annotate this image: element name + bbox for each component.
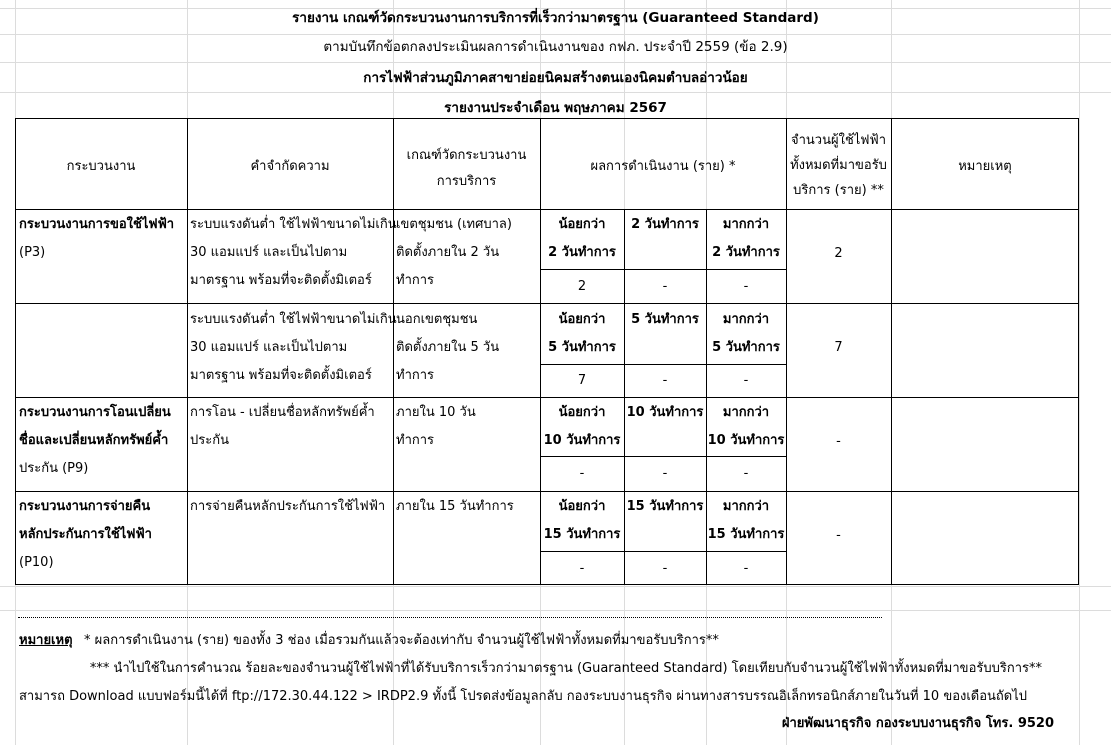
more-than-days: 15 วันทำการ [707, 527, 785, 542]
definition-text: มาตรฐาน พร้อมที่จะติดตั้งมิเตอร์ [190, 273, 372, 288]
report-subtitle: ตามบันทึกข้อตกลงประเมินผลการดำเนินงานของ กฟภ. ประจำปี 2559 (ข้อ 2.9) [323, 39, 788, 55]
criteria-text: ติดตั้งภายใน 5 วัน [396, 340, 500, 355]
more-than-days: 2 วันทำการ [712, 245, 780, 260]
report-title: รายงาน เกณฑ์วัดกระบวนงานการบริการที่เร็วกว่ามาตรฐาน (Guaranteed Standard) [292, 10, 819, 26]
equal-days-label: 10 วันทำการ [626, 405, 704, 420]
less-than-days: 10 วันทำการ [543, 433, 621, 448]
criteria-text: ติดตั้งภายใน 2 วัน [396, 245, 500, 260]
more-than-count: - [743, 466, 749, 481]
less-than-days: 15 วันทำการ [543, 527, 621, 542]
process-name: กระบวนงานการจ่ายคืน [19, 499, 151, 514]
equal-days-label: 2 วันทำการ [631, 217, 699, 232]
more-than-label: มากกว่า [722, 217, 770, 232]
header-criteria-line2: การบริการ [436, 174, 497, 189]
equal-count: - [662, 279, 668, 294]
criteria-text: เขตชุมชน (เทศบาล) [396, 217, 512, 232]
header-definition: คำจำกัดความ [250, 159, 330, 174]
criteria-text: ภายใน 15 วันทำการ [396, 499, 514, 514]
definition-text: การจ่ายคืนหลักประกันการใช้ไฟฟ้า [190, 499, 386, 514]
more-than-count: - [743, 561, 749, 576]
criteria-text: ทำการ [396, 273, 435, 288]
office-name: การไฟฟ้าส่วนภูมิภาคสาขาย่อยนิคมสร้างตนเองนิคมตำบลอ่าวน้อย [363, 70, 748, 86]
more-than-label: มากกว่า [722, 405, 770, 420]
signature-line: ฝ่ายพัฒนาธุรกิจ กองระบบงานธุรกิจ โทร. 9520 [781, 716, 1054, 731]
equal-count: - [662, 561, 668, 576]
less-than-days: 2 วันทำการ [548, 245, 616, 260]
less-than-days: 5 วันทำการ [548, 340, 616, 355]
equal-days-label: 15 วันทำการ [626, 499, 704, 514]
more-than-count: - [743, 279, 749, 294]
equal-count: - [662, 466, 668, 481]
definition-text: 30 แอมแปร์ และเป็นไปตาม [190, 245, 348, 260]
total-customers: - [836, 528, 841, 543]
more-than-days: 10 วันทำการ [707, 433, 785, 448]
notes-label: หมายเหตุ [19, 633, 73, 648]
less-than-count: 2 [577, 279, 587, 294]
header-total-line3: บริการ (ราย) ** [793, 183, 884, 198]
process-name: กระบวนงานการขอใช้ไฟฟ้า [19, 217, 175, 232]
definition-text: ระบบแรงดันต่ำ ใช้ไฟฟ้าขนาดไม่เกิน [190, 312, 397, 327]
dotted-divider [18, 617, 882, 618]
definition-text: มาตรฐาน พร้อมที่จะติดตั้งมิเตอร์ [190, 368, 372, 383]
process-name: กระบวนงานการโอนเปลี่ยน [19, 405, 171, 420]
criteria-text: นอกเขตชุมชน [396, 312, 478, 327]
header-criteria-line1: เกณฑ์วัดกระบวนงาน [406, 148, 527, 163]
criteria-text: ภายใน 10 วัน [396, 405, 476, 420]
header-remark: หมายเหตุ [958, 159, 1012, 174]
more-than-label: มากกว่า [722, 312, 770, 327]
total-customers: - [836, 434, 841, 449]
header-total-line2: ทั้งหมดที่มาขอรับ [790, 158, 887, 173]
less-than-label: น้อยกว่า [558, 312, 606, 327]
definition-text: ประกัน [190, 433, 229, 448]
criteria-text: ทำการ [396, 433, 435, 448]
report-period: รายงานประจำเดือน พฤษภาคม 2567 [444, 100, 667, 116]
equal-count: - [662, 373, 668, 388]
definition-text: การโอน - เปลี่ยนชื่อหลักทรัพย์ค้ำ [190, 405, 375, 420]
definition-text: ระบบแรงดันต่ำ ใช้ไฟฟ้าขนาดไม่เกิน [190, 217, 397, 232]
more-than-days: 5 วันทำการ [712, 340, 780, 355]
less-than-label: น้อยกว่า [558, 405, 606, 420]
note-line-2: *** นำไปใช้ในการคำนวณ ร้อยละของจำนวนผู้ใช้ไฟฟ้าที่ได้รับบริการเร็วกว่ามาตรฐาน (Guaranteed Standard) โดยเทียบกับจำนวนผู้ใช้ไฟฟ้าทั้งหมดที่มาขอรับบริการ** [89, 661, 1042, 676]
process-name: ชื่อและเปลี่ยนหลักทรัพย์ค้ำ [19, 433, 169, 448]
header-process: กระบวนงาน [66, 159, 136, 174]
note-line-3: สามารถ Download แบบฟอร์มนี้ได้ที่ ftp://172.30.44.122 > IRDP2.9 ทั้งนี้ โปรดส่งข้อมูลกลับ กองระบบงานธุรกิจ ผ่านทางสารบรรณอิเล็กทรอนิกส์ภายในวันที่ 10 ของเดือนถัดไป [19, 689, 1028, 704]
definition-text: 30 แอมแปร์ และเป็นไปตาม [190, 340, 348, 355]
less-than-count: - [579, 466, 585, 481]
note-line-1: * ผลการดำเนินงาน (ราย) ของทั้ง 3 ช่อง เมื่อรวมกันแล้วจะต้องเท่ากับ จำนวนผู้ใช้ไฟฟ้าทั้งหมดที่มาขอรับบริการ** [84, 633, 719, 648]
header-total-line1: จำนวนผู้ใช้ไฟฟ้า [790, 133, 887, 148]
less-than-count: 7 [577, 373, 587, 388]
less-than-label: น้อยกว่า [558, 499, 606, 514]
total-customers: 7 [834, 340, 843, 355]
process-code: ประกัน (P9) [19, 461, 89, 476]
more-than-count: - [743, 373, 749, 388]
less-than-label: น้อยกว่า [558, 217, 606, 232]
equal-days-label: 5 วันทำการ [631, 312, 699, 327]
more-than-label: มากกว่า [722, 499, 770, 514]
header-result: ผลการดำเนินงาน (ราย) * [590, 159, 736, 174]
less-than-count: - [579, 561, 585, 576]
process-code: (P10) [19, 555, 54, 570]
criteria-text: ทำการ [396, 368, 435, 383]
process-code: (P3) [19, 245, 46, 260]
process-name: หลักประกันการใช้ไฟฟ้า [19, 527, 152, 542]
total-customers: 2 [834, 246, 843, 261]
